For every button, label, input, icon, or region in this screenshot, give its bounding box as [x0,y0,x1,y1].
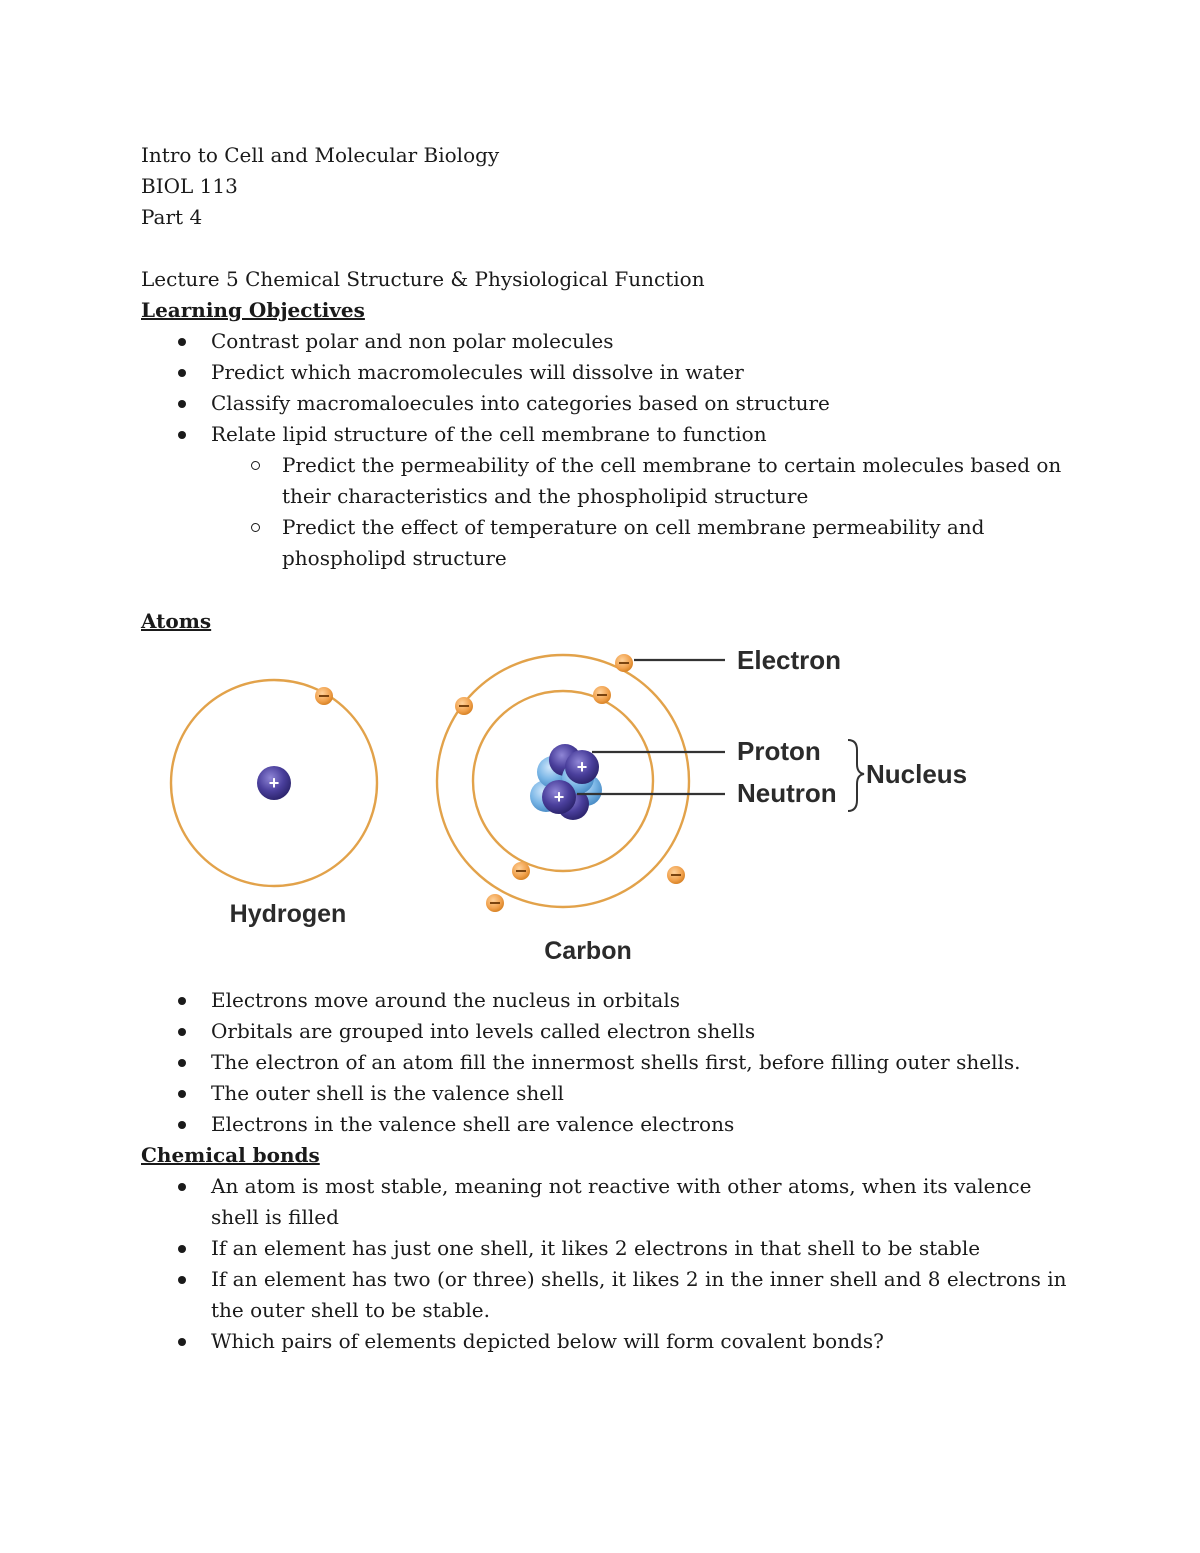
hydrogen-label: Hydrogen [229,900,347,928]
hydrogen-proton [257,766,291,800]
electron-label: Electron [737,645,842,675]
neutron-label: Neutron [737,778,837,808]
course-code: BIOL 113 [141,174,238,198]
carbon-label: Carbon [544,937,632,965]
proton-label: Proton [737,736,821,766]
hydrogen-atom [171,680,377,928]
list-item-text: If an element has just one shell, it likes 2 electrons in that shell to be stable [211,1236,981,1260]
plus-sign: + [553,787,565,807]
plus-sign: + [576,757,588,777]
atoms-heading: Atoms [141,609,212,633]
bullet-icon [178,1183,186,1191]
nucleus-brace [848,740,864,811]
course-title: Intro to Cell and Molecular Biology [141,143,500,167]
bullet-icon [178,338,186,346]
hydrogen-electron [315,687,333,705]
bullet-icon [178,1059,186,1067]
bullet-icon [178,431,186,439]
hollow-bullet-icon [251,523,260,532]
hollow-bullet-icon [251,461,260,470]
sub-list-item-text: Predict the effect of temperature on cell membrane permeability and phospholipd structure [282,515,985,570]
nucleus-label: Nucleus [866,759,968,789]
list-item-text: Electrons in the valence shell are valence electrons [211,1112,735,1136]
list-item-text: Predict which macromolecules will dissolve in water [211,360,744,384]
learning-objectives-heading: Learning Objectives [141,298,365,322]
part-label: Part 4 [141,205,203,229]
list-item-text: Electrons move around the nucleus in orbitals [211,988,680,1012]
plus-sign: + [268,773,280,793]
bullet-icon [178,369,186,377]
sub-list-item-text: Predict the permeability of the cell membrane to certain molecules based on their characteristics and the phospholipid structure [282,453,1062,508]
list-item-text: Orbitals are grouped into levels called electron shells [211,1019,756,1043]
list-item-text: Relate lipid structure of the cell membrane to function [211,422,767,446]
list-item-text: An atom is most stable, meaning not reactive with other atoms, when its valence shell is filled [211,1174,1032,1229]
chemical-bonds-heading: Chemical bonds [141,1143,320,1167]
bullet-icon [178,1028,186,1036]
atom-diagram [140,640,1000,970]
lecture-title: Lecture 5 Chemical Structure & Physiological Function [141,267,705,291]
carbon-nucleus [530,744,602,820]
list-item-text: Which pairs of elements depicted below will form covalent bonds? [211,1329,884,1353]
list-item-text: The electron of an atom fill the innermost shells first, before filling outer shells. [211,1050,1021,1074]
list-item-text: If an element has two (or three) shells, it likes 2 in the inner shell and 8 electrons in the outer shell to be stable. [211,1267,1067,1322]
bullet-icon [178,1090,186,1098]
bullet-icon [178,1276,186,1284]
bullet-icon [178,1121,186,1129]
carbon-atom [437,645,967,965]
bullet-icon [178,1338,186,1346]
list-item-text: The outer shell is the valence shell [211,1081,564,1105]
bullet-icon [178,997,186,1005]
bullet-icon [178,400,186,408]
list-item-text: Contrast polar and non polar molecules [211,329,614,353]
list-item-text: Classify macromaloecules into categories based on structure [211,391,830,415]
bullet-icon [178,1245,186,1253]
